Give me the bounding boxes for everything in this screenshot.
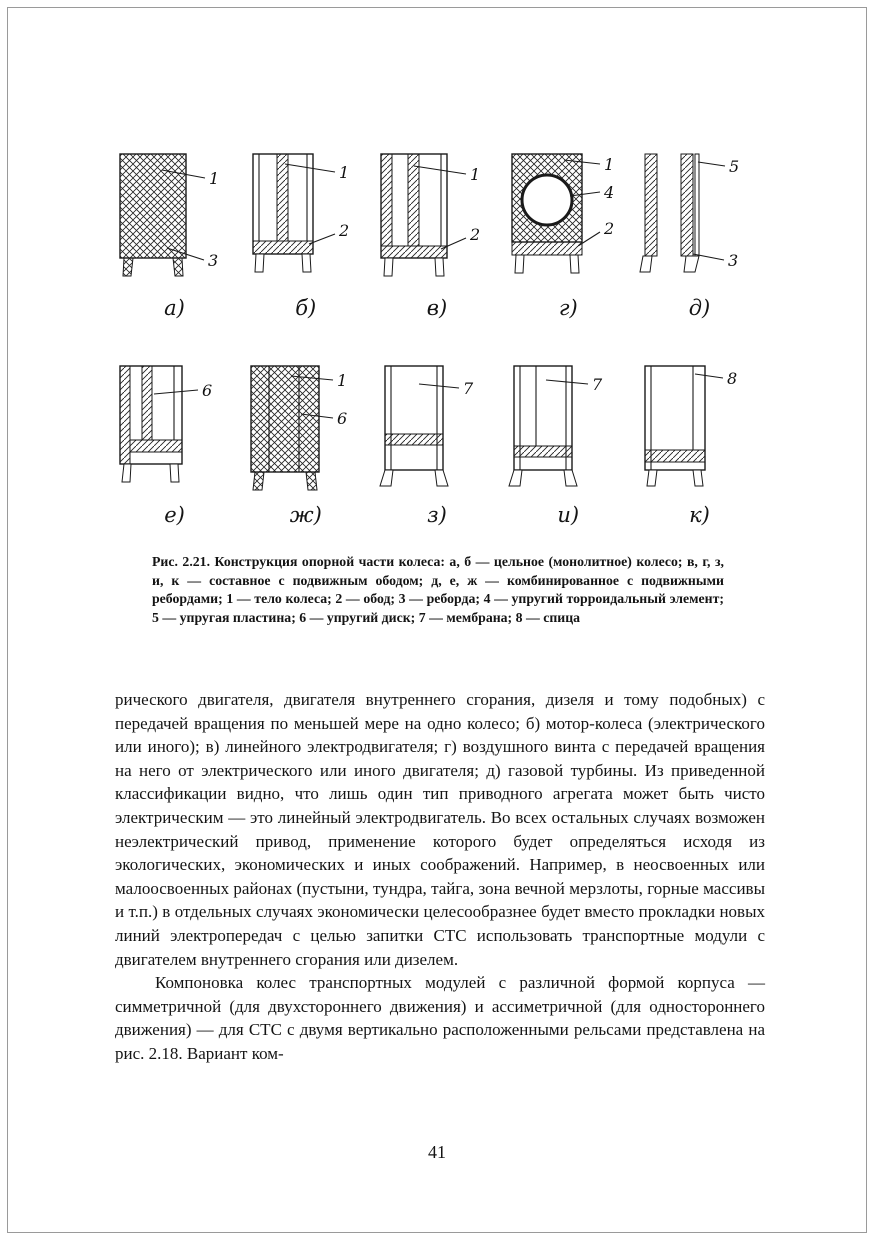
wheel-wall bbox=[120, 366, 130, 464]
elastic-disc bbox=[142, 366, 152, 440]
flange-left bbox=[253, 472, 264, 490]
diagram-d-drawing bbox=[637, 150, 762, 295]
membrane bbox=[385, 434, 443, 445]
flange-left bbox=[640, 256, 652, 272]
flange-right bbox=[302, 254, 311, 272]
callout-number: 3 bbox=[208, 251, 219, 270]
wheel-wall bbox=[381, 154, 392, 246]
diagram-g-drawing bbox=[506, 150, 631, 295]
callout-number: 2 bbox=[469, 225, 480, 244]
diagram-label-i: и) bbox=[557, 503, 580, 527]
callout-number: 5 bbox=[729, 157, 740, 176]
diagram-b bbox=[243, 150, 368, 320]
wheel-outline bbox=[385, 366, 443, 470]
flange-right bbox=[306, 472, 317, 490]
wheel-body bbox=[120, 154, 186, 258]
diagram-i-drawing bbox=[506, 362, 631, 502]
flange-right bbox=[693, 470, 703, 486]
flange-right bbox=[564, 470, 577, 486]
diagram-row-2 bbox=[112, 362, 762, 527]
flange-left bbox=[509, 470, 522, 486]
paragraph-1: рического двигателя, двигателя внутреннего сгорания, дизеля и тому подобных) с передачей вращения по меньшей мере на одно колесо; б) мотор-колеса (электрического или иного); в) линейного электродвигателя; г) воздушного винта с передачей вращения на него от электрического или иного двигателя; д) газовой турбины. Из приведенной классификации видно, что лишь один тип приводного агрегата может быть чисто электрическим — это линейный электродвигатель. Во всех остальных случаях возможен неэлектрический привод, применение которого будет определяться исходя из экологических, экономических и иных соображений. Например, в неосвоенных или малоосвоенных районах (пустыни, тундра, тайга, зона вечной мерзлоты, горные массивы и т.п.) в отдельных случаях экономически целесообразнее будет вместо прокладки новых линий электропередач с целью запитки СТС использовать транспортные модули с двигателем внутреннего сгорания или дизелем. bbox=[115, 690, 765, 969]
callout-number: 6 bbox=[337, 409, 348, 428]
diagram-b-drawing bbox=[243, 150, 368, 295]
membrane bbox=[514, 446, 572, 457]
diagram-label-z: з) bbox=[427, 503, 447, 527]
flange-left bbox=[647, 470, 657, 486]
wheel-disc bbox=[277, 154, 288, 241]
diagram-label-zh: ж) bbox=[289, 503, 322, 527]
callout-number: 1 bbox=[337, 371, 348, 390]
callout-number: 1 bbox=[469, 165, 480, 184]
figure-caption: Рис. 2.21. Конструкция опорной части колеса: а, б — цельное (монолитное) колесо; в, г, з, и, к — составное с подвижным ободом; д, е, ж — комбинированное с подвижными ребордами; 1 — тело колеса; 2 — обод; 3 — реборда; 4 — упругий торроидальный элемент; 5 — упругая пластина; 6 — упругий диск; 7 — мембрана; 8 — спица bbox=[152, 554, 724, 625]
callout-number: 4 bbox=[603, 183, 614, 202]
figure-2-21 bbox=[112, 150, 762, 627]
diagram-label-g: г) bbox=[558, 296, 578, 320]
flange-left bbox=[515, 255, 524, 273]
callout-number: 1 bbox=[339, 163, 350, 182]
flange-right bbox=[173, 258, 183, 276]
rim-band bbox=[512, 242, 582, 255]
diagram-row-1 bbox=[112, 150, 762, 320]
diagram-label-v: в) bbox=[426, 296, 448, 320]
flange-left bbox=[123, 258, 133, 276]
flange-right bbox=[170, 464, 179, 482]
diagram-e-drawing bbox=[112, 362, 237, 502]
diagram-a-drawing bbox=[112, 150, 237, 295]
rim-band bbox=[253, 241, 313, 254]
callout-number: 7 bbox=[462, 379, 473, 398]
flange-left bbox=[384, 258, 393, 276]
diagram-label-k: к) bbox=[689, 503, 710, 527]
callout-number: 8 bbox=[727, 369, 738, 388]
diagram-d bbox=[637, 150, 762, 320]
diagram-k-drawing bbox=[637, 362, 762, 502]
wheel-wall-left bbox=[645, 154, 657, 256]
diagram-zh-drawing bbox=[243, 362, 368, 502]
flange-right bbox=[684, 256, 699, 272]
diagram-label-e: е) bbox=[164, 503, 185, 527]
diagram-i bbox=[506, 362, 631, 527]
rim-band bbox=[645, 450, 705, 462]
paragraph-2: Компоновка колес транспортных модулей с различной формой корпуса — симметричной (для двухстороннего движения) и ассиметричной (для одностороннего движения) — для СТС с двумя вертикально расположенными рельсами представлена на рис. 2.18. Вариант ком- bbox=[115, 973, 765, 1063]
callout-number: 1 bbox=[209, 169, 220, 188]
diagram-e bbox=[112, 362, 237, 527]
flange-left bbox=[255, 254, 264, 272]
callout-number: 7 bbox=[591, 375, 602, 394]
diagram-g bbox=[506, 150, 631, 320]
flange-right bbox=[435, 258, 444, 276]
callout-number: 2 bbox=[603, 219, 614, 238]
diagram-zh bbox=[243, 362, 368, 527]
diagram-v bbox=[375, 150, 500, 320]
rim-band bbox=[381, 246, 447, 258]
callout-number: 1 bbox=[603, 155, 614, 174]
diagram-v-drawing bbox=[375, 150, 500, 295]
flange-right bbox=[570, 255, 579, 273]
wheel-wall-right bbox=[681, 154, 693, 256]
rim-band bbox=[130, 440, 182, 452]
diagram-k bbox=[637, 362, 762, 527]
toroidal-element bbox=[522, 175, 572, 225]
callout-line bbox=[698, 162, 725, 166]
elastic-plate bbox=[695, 154, 699, 256]
diagram-z-drawing bbox=[375, 362, 500, 502]
wheel-disc bbox=[408, 154, 419, 246]
wheel-body bbox=[251, 366, 319, 472]
diagram-label-b: б) bbox=[295, 296, 317, 320]
flange-left bbox=[380, 470, 393, 486]
callout-number: 6 bbox=[202, 381, 213, 400]
callout-number: 3 bbox=[728, 251, 739, 270]
flange-right bbox=[435, 470, 448, 486]
diagram-z bbox=[375, 362, 500, 527]
callout-number: 2 bbox=[339, 221, 350, 240]
diagram-label-d: д) bbox=[688, 296, 711, 320]
diagram-a bbox=[112, 150, 237, 320]
page-number: 41 bbox=[428, 1142, 446, 1162]
body-text bbox=[115, 688, 765, 1066]
flange-left bbox=[122, 464, 131, 482]
diagram-label-a: а) bbox=[164, 296, 185, 320]
